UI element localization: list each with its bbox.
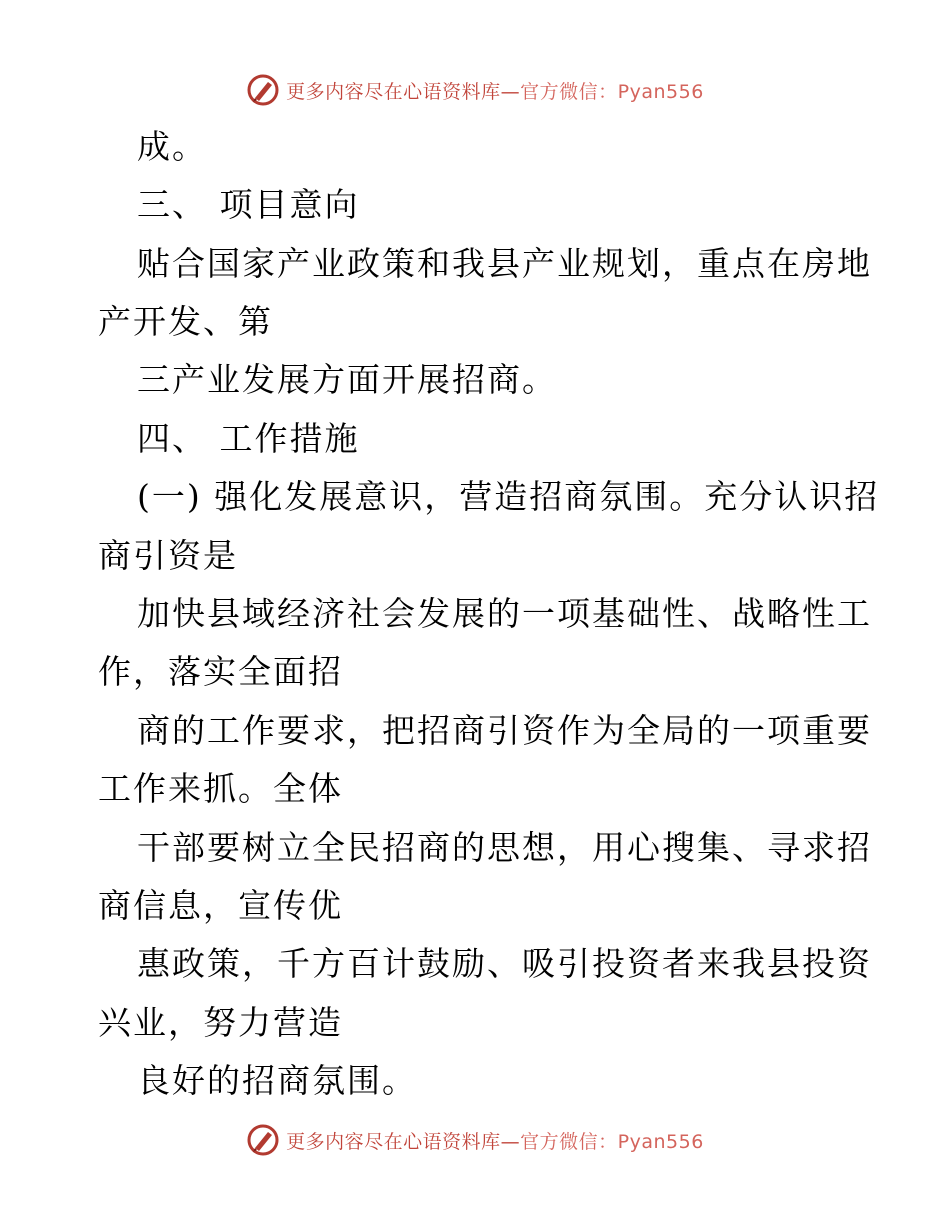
- header-watermark-banner: [0, 68, 950, 112]
- paragraph-line: 产开发、第: [98, 302, 273, 341]
- paragraph-line: 干部要树立全民招商的思想，用心搜集、寻求招: [137, 828, 872, 867]
- paragraph-line: 贴合国家产业政策和我县产业规划，重点在房地: [137, 244, 872, 283]
- paragraph-line: 工作来抓。全体: [98, 769, 343, 808]
- paragraph-line: 成。: [137, 127, 207, 166]
- watermark-text: 更多内容尽在心语资料库—官方微信：Pyan556: [286, 1130, 704, 1153]
- section-heading: 三、 项目意向: [137, 185, 360, 224]
- pen-logo-icon: [246, 1123, 280, 1157]
- paragraph-line: 良好的招商氛围。: [137, 1061, 417, 1100]
- watermark-text: 更多内容尽在心语资料库—官方微信：Pyan556: [286, 80, 704, 103]
- paragraph-line: 兴业，努力营造: [98, 1003, 343, 1042]
- paragraph-line: 商引资是: [98, 536, 238, 575]
- paragraph-line: (一) 强化发展意识，营造招商氛围。充分认识招: [137, 477, 880, 516]
- paragraph-line: 惠政策，千方百计鼓励、吸引投资者来我县投资: [137, 944, 872, 983]
- paragraph-line: 作，落实全面招: [98, 652, 343, 691]
- footer-watermark-banner: [0, 1118, 950, 1162]
- paragraph-line: 商的工作要求，把招商引资作为全局的一项重要: [137, 711, 872, 750]
- section-heading: 四、 工作措施: [137, 419, 360, 458]
- paragraph-line: 三产业发展方面开展招商。: [137, 360, 557, 399]
- paragraph-line: 加快县域经济社会发展的一项基础性、战略性工: [137, 594, 872, 633]
- pen-logo-icon: [246, 73, 280, 107]
- paragraph-line: 商信息，宣传优: [98, 886, 343, 925]
